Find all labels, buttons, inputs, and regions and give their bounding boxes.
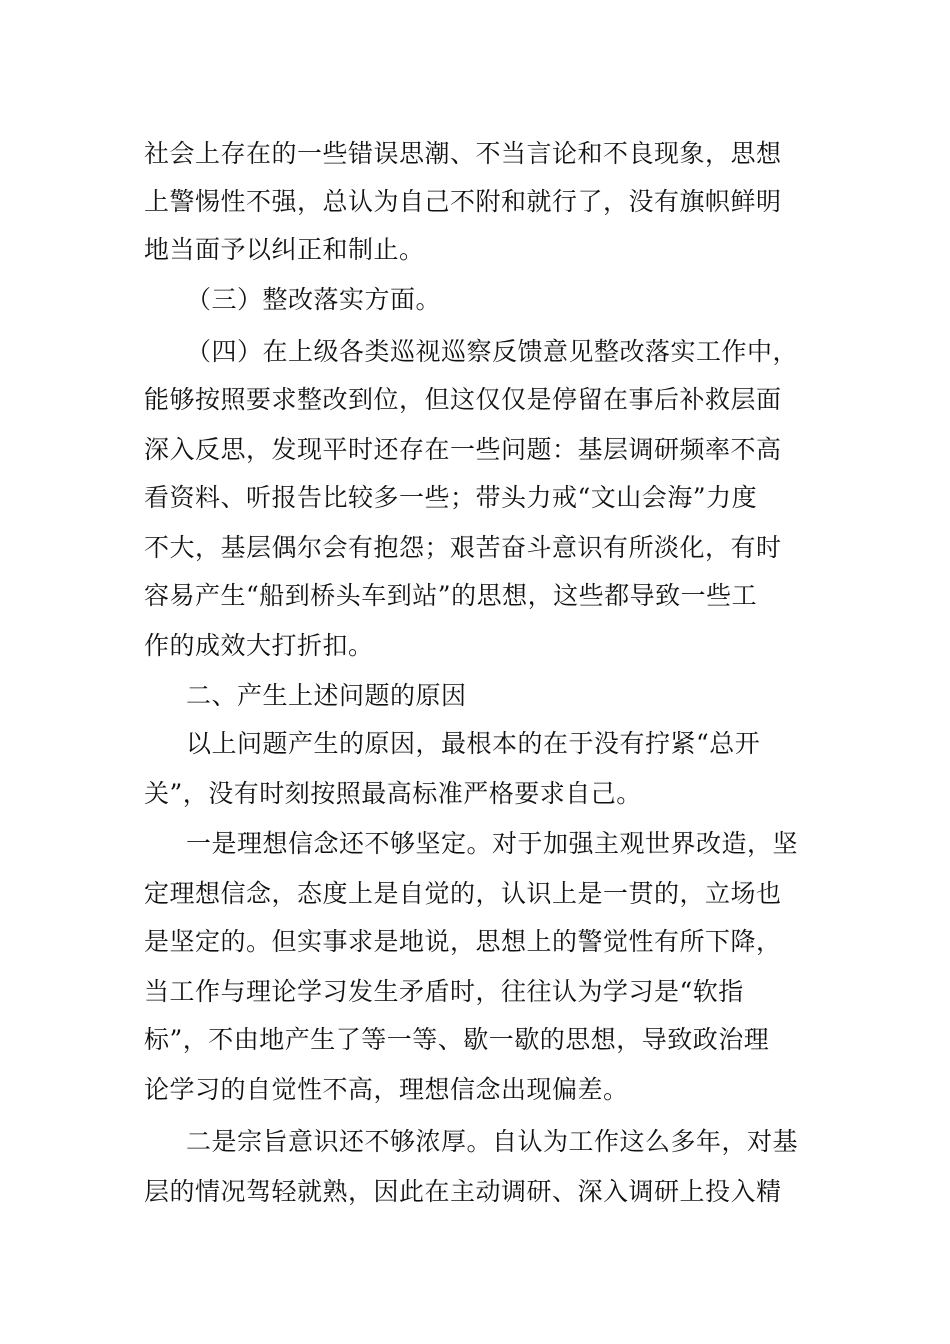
- text-line: 看资料、听报告比较多一些；带头力戒“文山会海”力度: [144, 483, 758, 512]
- text-line: 能够按照要求整改到位，但这仅仅是停留在事后补救层面: [144, 385, 782, 414]
- text-line: 论学习的自觉性不高，理想信念出现偏差。: [144, 1075, 629, 1104]
- text-line: 社会上存在的一些错误思潮、不当言论和不良现象，思想: [144, 139, 782, 168]
- text-line: 容易产生“船到桥头车到站”的思想，这些都导致一些工: [144, 581, 758, 610]
- text-line: 是坚定的。但实事求是地说，思想上的警觉性有所下降，: [144, 927, 782, 956]
- text-line: 层的情况驾轻就熟，因此在主动调研、深入调研上投入精: [144, 1177, 782, 1206]
- text-line: 标”，不由地产生了等一等、歇一歇的思想，导致政治理: [144, 1025, 770, 1054]
- text-line: 作的成效大打折扣。: [144, 631, 374, 660]
- section-heading: 二、产生上述问题的原因: [186, 681, 467, 710]
- text-line: 不大，基层偶尔会有抱怨；艰苦奋斗意识有所淡化，有时: [144, 533, 782, 562]
- text-line: 地当面予以纠正和制止。: [144, 235, 425, 264]
- text-line: 一是理想信念还不够坚定。对于加强主观世界改造，坚: [186, 829, 799, 858]
- text-line: 深入反思，发现平时还存在一些问题：基层调研频率不高: [144, 435, 782, 464]
- text-line: （四）在上级各类巡视巡察反馈意见整改落实工作中，: [186, 337, 799, 366]
- text-line: 二是宗旨意识还不够浓厚。自认为工作这么多年，对基: [186, 1127, 799, 1156]
- text-line: 定理想信念，态度上是自觉的，认识上是一贯的，立场也: [144, 879, 782, 908]
- text-line: 当工作与理论学习发生矛盾时，往往认为学习是“软指: [144, 977, 744, 1006]
- text-line: 上警惕性不强，总认为自己不附和就行了，没有旗帜鲜明: [144, 187, 782, 216]
- text-line: 关”，没有时刻按照最高标准严格要求自己。: [144, 779, 642, 808]
- section-heading: （三）整改落实方面。: [186, 285, 442, 314]
- text-line: 以上问题产生的原因，最根本的在于没有拧紧“总开: [186, 729, 761, 758]
